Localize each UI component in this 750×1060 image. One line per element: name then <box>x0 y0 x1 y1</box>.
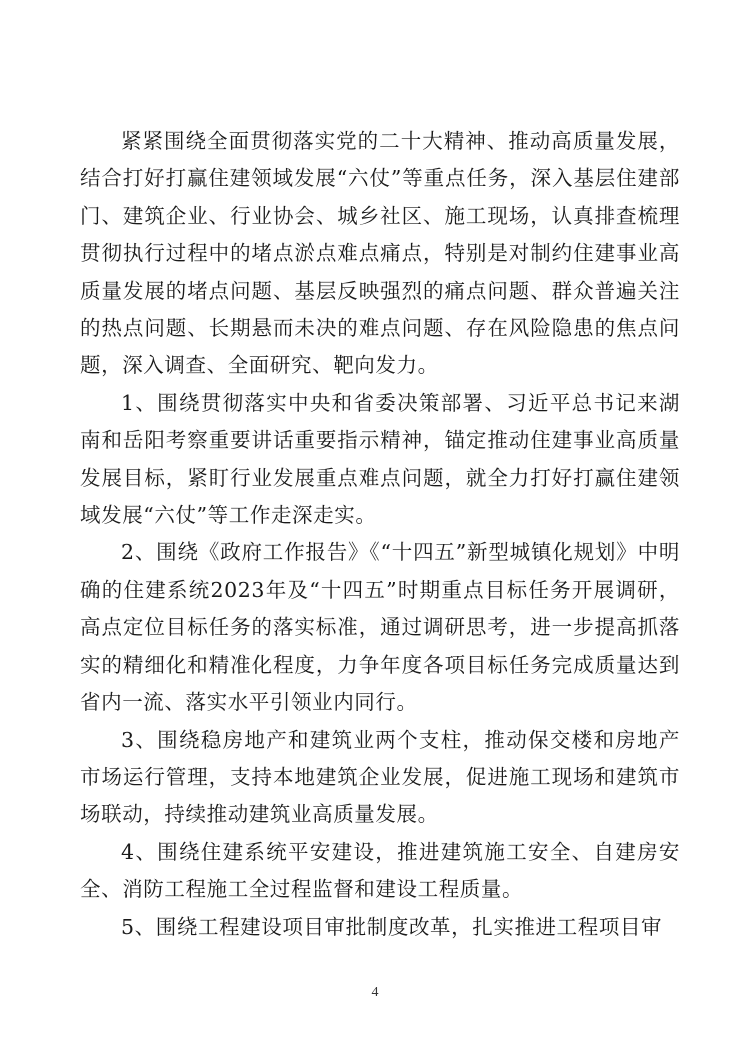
paragraph-item-3: 3、围绕稳房地产和建筑业两个支柱，推动保交楼和房地产市场运行管理，支持本地建筑企业发展，促进施工现场和建筑市场联动，持续推动建筑业高质量发展。 <box>80 727 680 827</box>
page-number: 4 <box>371 985 379 1000</box>
body-text <box>80 123 680 946</box>
paragraph-intro: 紧紧围绕全面贯彻落实党的二十大精神、推动高质量发展，结合打好打赢住建领域发展“六仗”等重点任务，深入基层住建部门、建筑企业、行业协会、城乡社区、施工现场，认真排查梳理贯彻执行过程中的堵点淤点难点痛点，特别是对制约住建事业高质量发展的堵点问题、基层反映强烈的痛点问题、群众普遍关注的热点问题、长期悬而未决的难点问题、存在风险隐患的焦点问题，深入调查、全面研究、靶向发力。 <box>80 129 680 378</box>
paragraph-item-5: 5、围绕工程建设项目审批制度改革，扎实推进工程项目审 <box>121 914 663 939</box>
paragraph-item-1: 1、围绕贯彻落实中央和省委决策部署、习近平总书记来湖南和岳阳考察重要讲话重要指示精神，锚定推动住建事业高质量发展目标，紧盯行业发展重点难点问题，就全力打好打赢住建领域发展“六仗”等工作走深走实。 <box>80 390 680 528</box>
paragraph-item-2: 2、围绕《政府工作报告》《“十四五”新型城镇化规划》中明确的住建系统2023年及“十四五”时期重点目标任务开展调研，高点定位目标任务的落实标准，通过调研思考，进一步提高抓落实的精细化和精准化程度，力争年度各项目标任务完成质量达到省内一流、落实水平引领业内同行。 <box>80 540 680 715</box>
paragraph-item-4: 4、围绕住建系统平安建设，推进建筑施工安全、自建房安全、消防工程施工全过程监督和建设工程质量。 <box>80 839 680 902</box>
